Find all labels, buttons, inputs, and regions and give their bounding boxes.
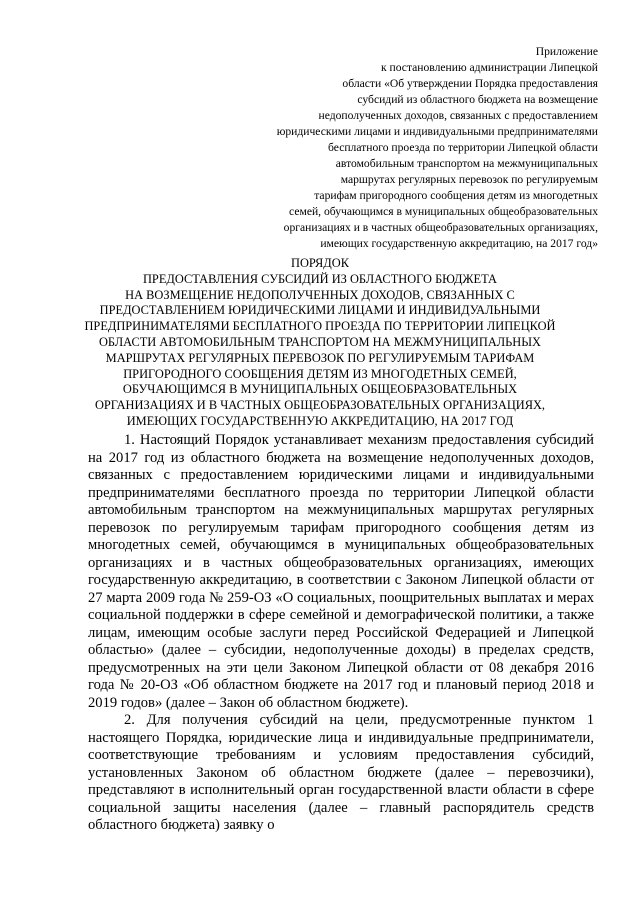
paragraph-2: 2. Для получения субсидий на цели, предусмотренные пунктом 1 настоящего Порядка, юридические лица и индивидуальные предприниматели, соответствующие требованиям и условиям предоставления субсидий, установленных Законом об областном бюджете (далее – перевозчики), представляют в исполнительный орган государственной власти области в сфере социальной защиты населения (далее – главный распорядитель средств областного бюджета) заявку о [88,712,594,833]
annex-line: недополученных доходов, связанных с предоставлением [318,109,598,122]
annex-line: юридическими лицами и индивидуальными предпринимателями [276,125,598,138]
document-body [88,432,594,835]
title-line: ОРГАНИЗАЦИЯХ И В ЧАСТНЫХ ОБЩЕОБРАЗОВАТЕЛЬНЫХ ОРГАНИЗАЦИЯХ, [94,398,546,413]
annex-line: автомобильным транспортом на межмуниципальных [335,157,598,170]
title-line: НА ВОЗМЕЩЕНИЕ НЕДОПОЛУЧЕННЫХ ДОХОДОВ, СВЯЗАННЫХ С [125,287,515,302]
paragraph-1: 1. Настоящий Порядок устанавливает механизм предоставления субсидий на 2017 год из областного бюджета на возмещение недополученных доходов, связанных с предоставлением юридическими лицами и индивидуальными предпринимателями бесплатного проезда по территории Липецкой области автомобильным транспортом на межмуниципальных маршрутах регулярных перевозок по регулируемым тарифам пригородного сообщения детям из многодетных семей, обучающимся в муниципальных общеобразовательных организациях и в частных общеобразовательных организациях, имеющих государственную аккредитацию, в соответствии с Законом Липецкой области от 27 марта 2009 года № 259-ОЗ «О социальных, поощрительных выплатах и мерах социальной поддержки в сфере семейной и демографической политики, а также лицам, имеющим особые заслуги перед Российской Федерацией и Липецкой областью» (далее – субсидии, недополученные доходы) в пределах средств, предусмотренных на эти цели Законом Липецкой области от 08 декабря 2016 года № 20-ОЗ «Об областном бюджете на 2017 год и плановый период 2018 и 2019 годов» (далее – Закон об областном бюджете). [88,432,594,711]
title-line: ИМЕЮЩИХ ГОСУДАРСТВЕННУЮ АККРЕДИТАЦИЮ, НА 2017 ГОД [126,413,514,428]
annex-line: области «Об утверждении Порядка предоставления [342,77,598,90]
document-title [60,256,580,430]
title-line: ПРЕДОСТАВЛЕНИЕМ ЮРИДИЧЕСКИМИ ЛИЦАМИ И ИНДИВИДУАЛЬНЫМИ [99,303,541,318]
annex-line: Приложение [535,45,598,58]
annex-line: субсидий из областного бюджета на возмещение [357,93,598,106]
annex-line: тарифам пригородного сообщения детям из многодетных [314,189,598,202]
title-line: ОБУЧАЮЩИМСЯ В МУНИЦИПАЛЬНЫХ ОБЩЕОБРАЗОВАТЕЛЬНЫХ [122,382,518,397]
annex-line: семей, обучающимся в муниципальных общеобразовательных [289,205,598,218]
annex-header [178,44,598,252]
title-line: ПОРЯДОК [291,256,349,270]
annex-line: к постановлению администрации Липецкой [380,61,598,74]
annex-line: имеющих государственную аккредитацию, на 2017 год» [320,237,598,250]
title-line: ПРЕДОСТАВЛЕНИЯ СУБСИДИЙ ИЗ ОБЛАСТНОГО БЮДЖЕТА [142,271,498,286]
annex-line: маршрутах регулярных перевозок по регулируемым [340,173,598,186]
title-line: ПРЕДПРИНИМАТЕЛЯМИ БЕСПЛАТНОГО ПРОЕЗДА ПО ТЕРРИТОРИИ ЛИПЕЦКОЙ [84,319,556,334]
annex-line: организациях и в частных общеобразовательных организациях, [283,221,598,234]
title-line: ПРИГОРОДНОГО СООБЩЕНИЯ ДЕТЯМ ИЗ МНОГОДЕТНЫХ СЕМЕЙ, [123,366,517,381]
annex-line: бесплатного проезда по территории Липецкой области [328,141,598,154]
title-line: МАРШРУТАХ РЕГУЛЯРНЫХ ПЕРЕВОЗОК ПО РЕГУЛИРУЕМЫМ ТАРИФАМ [105,350,535,365]
title-line: ОБЛАСТИ АВТОМОБИЛЬНЫМ ТРАНСПОРТОМ НА МЕЖМУНИЦИПАЛЬНЫХ [98,334,541,349]
